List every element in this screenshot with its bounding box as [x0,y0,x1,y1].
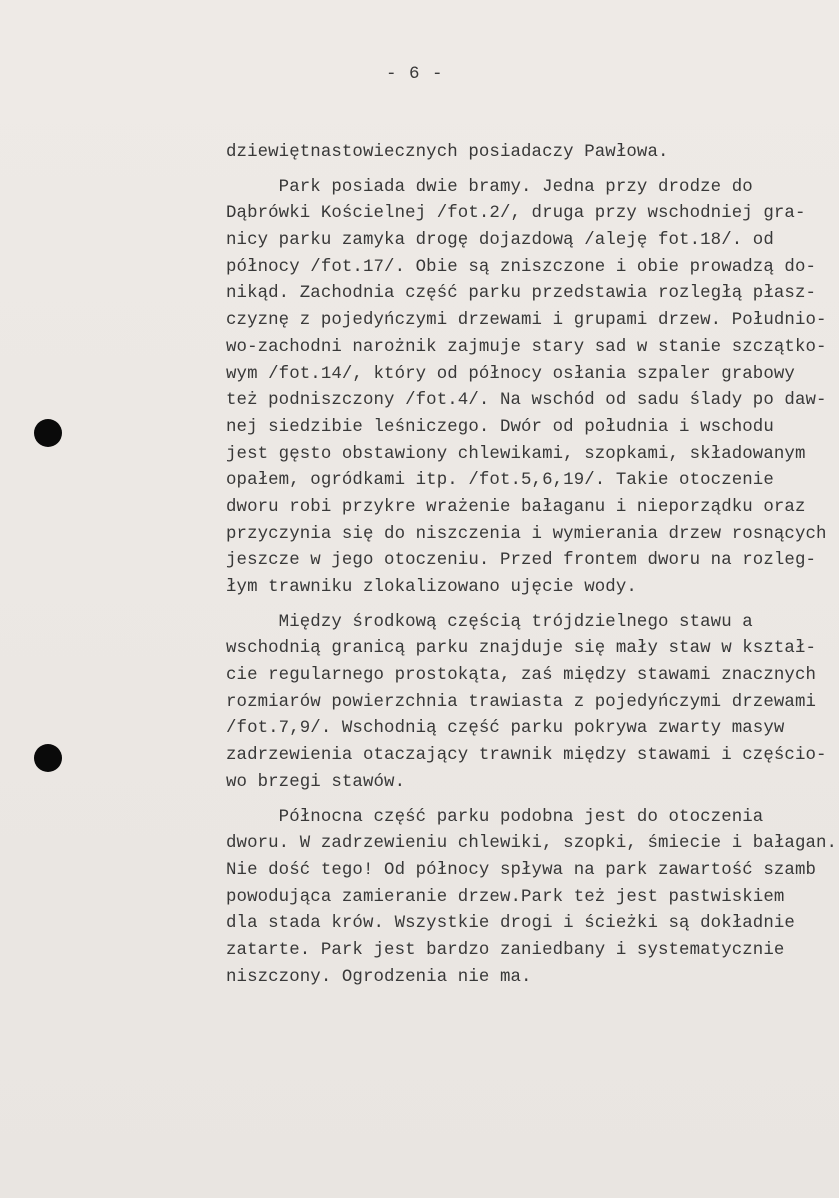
paragraph-north-part [226,805,836,992]
text-line: wym /fot.14/, który od północy osłania szpaler grabowy [226,364,795,384]
text-line: opałem, ogródkami itp. /fot.5,6,19/. Takie otoczenie [226,471,774,491]
text-line: Między środkową częścią trójdzielnego stawu a [226,612,753,632]
text-line: dworu. W zadrzewieniu chlewiki, szopki, śmiecie i bałagan. [226,834,838,854]
text-line: północy /fot.17/. Obie są zniszczone i obie prowadzą do- [226,257,817,277]
text-line: nej siedzibie leśniczego. Dwór od południa i wschodu [226,417,774,437]
page-number: - 6 - [386,64,444,84]
text-line: czyznę z pojedyńczymi drzewami i grupami drzew. Południo- [226,311,827,331]
text-line: też podniszczony /fot.4/. Na wschód od sadu ślady po daw- [226,391,827,411]
text-line: Północna część parku podobna jest do otoczenia [226,807,764,827]
text-line: dworu robi przykre wrażenie bałaganu i nieporządku oraz [226,497,806,517]
paragraph-ponds [226,610,836,797]
text-line: nikąd. Zachodnia część parku przedstawia rozległą płasz- [226,284,817,304]
text-line: Park posiada dwie bramy. Jedna przy drodze do [226,177,753,197]
text-line: zadrzewienia otaczający trawnik między stawami i częścio- [226,746,827,766]
text-line: jeszcze w jego otoczeniu. Przed frontem dworu na rozleg- [226,551,817,571]
text-line: /fot.7,9/. Wschodnią część parku pokrywa zwarty masyw [226,719,785,739]
text-line: wschodnią granicą parku znajduje się mały staw w kształ- [226,639,817,659]
text-line: zatarte. Park jest bardzo zaniedbany i systematycznie [226,940,785,960]
text-line: dla stada krów. Wszystkie drogi i ścieżki są dokładnie [226,914,795,934]
text-line: rozmiarów powierzchnia trawiasta z pojedyńczymi drzewami [226,692,817,712]
text-line: wo brzegi stawów. [226,772,406,792]
punch-hole-lower [34,744,62,772]
body-text [226,140,836,991]
paragraph-gates-and-layout [226,175,836,602]
text-line: Nie dość tego! Od północy spływa na park zawartość szamb [226,860,817,880]
text-line: dziewiętnastowiecznych posiadaczy Pawłowa. [226,143,669,162]
text-line: powodująca zamieranie drzew.Park też jest pastwiskiem [226,887,785,907]
text-line: wo-zachodni narożnik zajmuje stary sad w stanie szczątko- [226,337,827,357]
text-line: niszczony. Ogrodzenia nie ma. [226,967,532,987]
punch-hole-upper [34,419,62,447]
text-line: nicy parku zamyka drogę dojazdową /aleję fot.18/. od [226,231,774,251]
text-line: Dąbrówki Kościelnej /fot.2/, druga przy wschodniej gra- [226,204,806,224]
text-line: przyczynia się do niszczenia i wymierania drzew rosnących [226,524,827,544]
text-line: łym trawniku zlokalizowano ujęcie wody. [226,578,637,597]
text-line: cie regularnego prostokąta, zaś między stawami znacznych [226,666,817,686]
text-line: jest gęsto obstawiony chlewikami, szopkami, składowanym [226,444,806,464]
paragraph-intro [226,140,836,167]
